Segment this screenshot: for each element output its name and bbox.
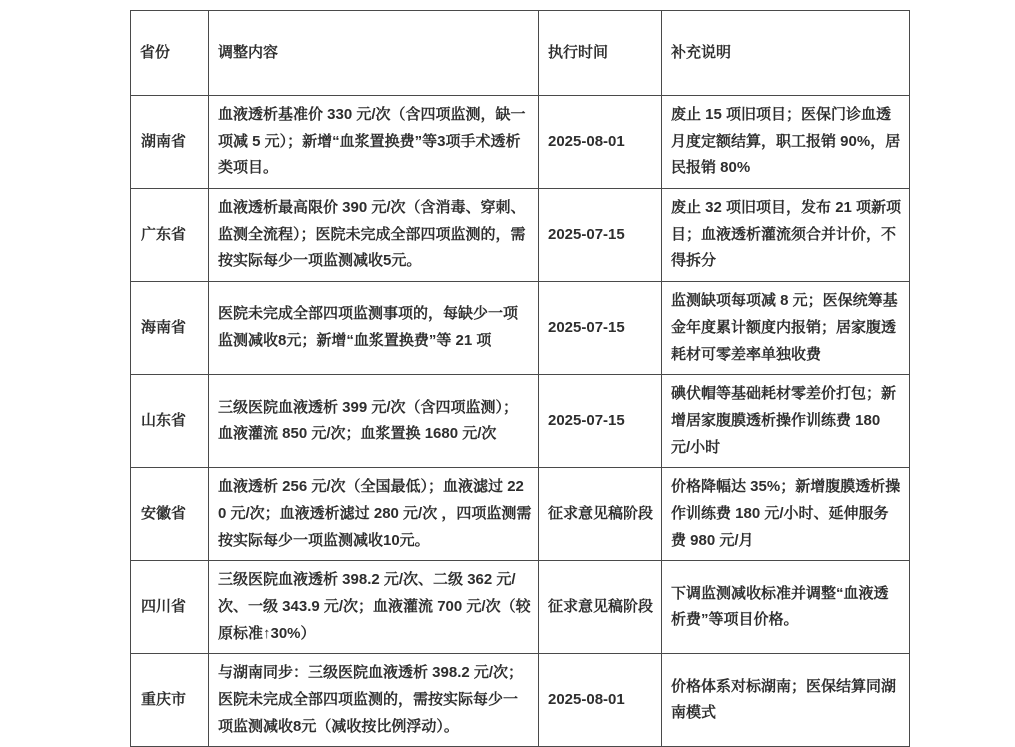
header-row	[131, 11, 910, 96]
province-adjustment-table	[130, 10, 910, 747]
table-row	[131, 189, 910, 282]
content-cell: 血液透析 256 元/次（全国最低）；血液滤过 220 元/次；血液透析滤过 280 元/次 ，四项监测需按实际每少一项监测减收10元。	[209, 468, 539, 561]
notes-cell: 废止 15 项旧项目；医保门诊血透月度定额结算，职工报销 90%，居民报销 80%	[662, 96, 910, 189]
time-cell: 征求意见稿阶段	[539, 468, 662, 561]
header-adjustment-content: 调整内容	[209, 11, 539, 96]
notes-cell: 监测缺项每项减 8 元；医保统筹基金年度累计额度内报销；居家腹透耗材可零差率单独收费	[662, 282, 910, 375]
table-row	[131, 96, 910, 189]
notes-cell: 碘伏帽等基础耗材零差价打包；新增居家腹膜透析操作训练费 180 元/小时	[662, 375, 910, 468]
table-row	[131, 282, 910, 375]
content-cell: 三级医院血液透析 398.2 元/次、二级 362 元/次、一级 343.9 元/次；血液灌流 700 元/次（较原标准↑30%）	[209, 561, 539, 654]
province-adjustment-table-container	[130, 10, 909, 747]
province-cell: 重庆市	[131, 654, 209, 747]
province-cell: 安徽省	[131, 468, 209, 561]
content-cell: 三级医院血液透析 399 元/次（含四项监测）；血液灌流 850 元/次；血浆置换 1680 元/次	[209, 375, 539, 468]
notes-cell: 价格降幅达 35%；新增腹膜透析操作训练费 180 元/小时、延伸服务费 980 元/月	[662, 468, 910, 561]
time-cell: 征求意见稿阶段	[539, 561, 662, 654]
table-row	[131, 375, 910, 468]
table-row	[131, 654, 910, 747]
header-execution-time: 执行时间	[539, 11, 662, 96]
province-cell: 广东省	[131, 189, 209, 282]
province-cell: 海南省	[131, 282, 209, 375]
content-cell: 血液透析基准价 330 元/次（含四项监测，缺一项减 5 元）；新增“血浆置换费”等3项手术透析类项目。	[209, 96, 539, 189]
time-cell: 2025-07-15	[539, 189, 662, 282]
province-cell: 湖南省	[131, 96, 209, 189]
notes-cell: 下调监测减收标准并调整“血液透析费”等项目价格。	[662, 561, 910, 654]
province-cell: 四川省	[131, 561, 209, 654]
notes-cell: 价格体系对标湖南；医保结算同湖南模式	[662, 654, 910, 747]
content-cell: 血液透析最高限价 390 元/次（含消毒、穿刺、监测全流程）；医院未完成全部四项监测的，需按实际每少一项监测减收5元。	[209, 189, 539, 282]
time-cell: 2025-08-01	[539, 96, 662, 189]
content-cell: 医院未完成全部四项监测事项的，每缺少一项监测减收8元；新增“血浆置换费”等 21 项	[209, 282, 539, 375]
header-supplementary-notes: 补充说明	[662, 11, 910, 96]
time-cell: 2025-07-15	[539, 375, 662, 468]
header-province: 省份	[131, 11, 209, 96]
notes-cell: 废止 32 项旧项目，发布 21 项新项目；血液透析灌流须合并计价，不得拆分	[662, 189, 910, 282]
province-cell: 山东省	[131, 375, 209, 468]
time-cell: 2025-07-15	[539, 282, 662, 375]
table-row	[131, 468, 910, 561]
time-cell: 2025-08-01	[539, 654, 662, 747]
content-cell: 与湖南同步：三级医院血液透析 398.2 元/次；医院未完成全部四项监测的，需按实际每少一项监测减收8元（减收按比例浮动）。	[209, 654, 539, 747]
table-row	[131, 561, 910, 654]
